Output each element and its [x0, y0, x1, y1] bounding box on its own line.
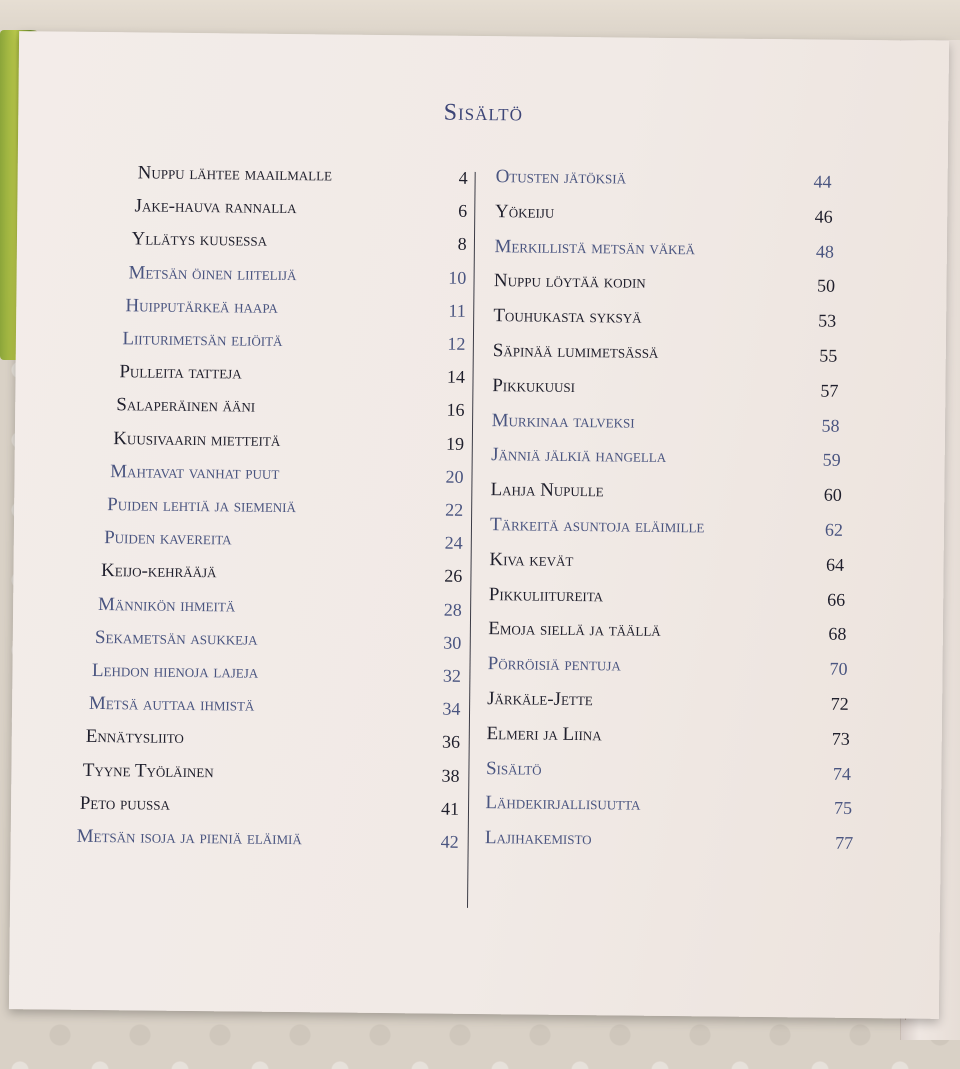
toc-entry-title: Tärkeitä asuntoja eläimille — [489, 514, 705, 538]
toc-entry-page-number: 55 — [819, 345, 838, 366]
toc-entry-title: Emoja siellä ja täällä — [488, 618, 661, 642]
toc-entry-title: Puiden lehtiä ja siemeniä — [107, 494, 297, 518]
toc-entry-page-number: 8 — [457, 234, 467, 255]
toc-entry-title: Männikön ihmeitä — [97, 593, 236, 617]
toc-entry-page-number: 59 — [822, 449, 841, 471]
toc-entry-title: Lahja Nupulle — [490, 479, 604, 502]
toc-entry-page-number: 60 — [823, 484, 842, 505]
toc-entry-page-number: 64 — [826, 554, 845, 575]
toc-entry-title: Ennätysliito — [85, 726, 184, 749]
toc-entry-page-number: 41 — [441, 798, 460, 819]
toc-entry-page-number: 75 — [833, 798, 853, 819]
toc-entry-title: Sekametsän asukkeja — [94, 626, 258, 650]
toc-entry-title: Pikkukuusi — [492, 374, 576, 397]
toc-entry-title: Elmeri ja Liina — [486, 722, 602, 746]
toc-entry-title: Metsän öinen liitelijä — [128, 261, 297, 285]
toc-entry-page-number: 42 — [440, 831, 459, 852]
toc-entry-title: Lehdon hienoja lajeja — [91, 659, 259, 683]
toc-entry-page-number: 50 — [816, 275, 836, 297]
toc-entry-page-number: 19 — [445, 433, 465, 454]
toc-entry-title: Nuppu löytää kodin — [493, 270, 646, 294]
toc-entry-title: Metsä auttaa ihmistä — [88, 693, 255, 716]
toc-entry-title: Metsän isoja ja pieniä eläimiä — [76, 825, 302, 850]
toc-entry-title: Jänniä jälkiä hangella — [491, 444, 667, 468]
toc-entry-title: Yllätys kuusessa — [131, 228, 268, 252]
toc-entry-page-number: 10 — [448, 267, 467, 288]
toc-entry-title: Nuppu lähtee maailmalle — [137, 162, 333, 186]
toc-entry-page-number: 38 — [441, 765, 460, 786]
toc-entry-title: Kiva kevät — [489, 548, 574, 571]
toc-entry-title: Pörröisiä pentuja — [487, 653, 621, 676]
toc-entry-title: Huipputärkeä haapa — [125, 295, 278, 318]
toc-entry-title: Tyyne Työläinen — [82, 759, 214, 782]
toc-entry-title: Mahtavat vanhat puut — [110, 460, 280, 484]
toc-entry-page-number: 66 — [827, 589, 846, 610]
toc-entry-page-number: 46 — [814, 206, 833, 227]
toc-entry-title: Touhukasta syksyä — [493, 305, 642, 328]
toc-entry-page-number: 70 — [829, 658, 848, 680]
toc-entry-page-number: 48 — [815, 241, 834, 262]
toc-entry-title: Murkinaa talveksi — [491, 409, 635, 433]
toc-entry-page-number: 4 — [458, 167, 468, 188]
toc-entry-page-number: 16 — [446, 400, 465, 421]
toc-entry-page-number: 22 — [445, 499, 464, 520]
toc-entry-title: Kuusivaarin mietteitä — [113, 427, 281, 451]
toc-entry-title: Säpinää lumimetsässä — [492, 340, 659, 363]
toc-entry-page-number: 44 — [813, 171, 832, 192]
toc-entry-page-number: 14 — [446, 366, 466, 388]
toc-entry-page-number: 57 — [820, 380, 839, 401]
toc-entry-title: Järkäle-Jette — [487, 688, 593, 711]
toc-entry-page-number: 20 — [445, 466, 464, 487]
toc-entry-page-number: 12 — [447, 333, 466, 354]
toc-entry-page-number: 58 — [821, 415, 840, 436]
toc-entry-page-number: 74 — [832, 763, 852, 784]
toc-entry-title: Lähdekirjallisuutta — [485, 792, 641, 816]
toc-entry-title: Keijo-kehrääjä — [100, 560, 217, 583]
column-divider — [467, 172, 476, 908]
toc-entry-title: Salaperäinen ääni — [116, 394, 256, 418]
page-title: Sisältö — [443, 99, 524, 127]
toc-entry-title: Sisältö — [485, 757, 542, 780]
toc-entry-page-number: 36 — [441, 732, 461, 753]
toc-entry-title: Pikkuliitureita — [488, 583, 604, 606]
toc-entry-page-number: 72 — [830, 693, 849, 714]
toc-entry-title: Liiturimetsän eliöitä — [122, 328, 283, 351]
toc-entry-title: Lajihakemisto — [484, 827, 592, 850]
toc-entry-page-number: 62 — [824, 519, 844, 540]
toc-entry-title: Pulleita tatteja — [119, 361, 242, 384]
toc-entry-title: Puiden kavereita — [104, 527, 232, 550]
toc-entry-page-number: 24 — [444, 532, 463, 554]
toc-entry-title: Yökeiju — [494, 200, 555, 223]
toc-entry-page-number: 26 — [444, 566, 463, 587]
toc-entry-page-number: 73 — [831, 728, 850, 749]
toc-entry-title: Merkillistä metsän väkeä — [494, 235, 696, 259]
book-page — [9, 31, 949, 1019]
toc-entry-page-number: 68 — [828, 624, 847, 645]
toc-entry-page-number: 53 — [818, 310, 837, 331]
toc-entry-page-number: 30 — [443, 632, 462, 653]
toc-entry-page-number: 6 — [458, 200, 468, 222]
toc-entry-page-number: 28 — [443, 599, 462, 620]
toc-entry-page-number: 34 — [442, 698, 461, 720]
toc-entry-title: Peto puussa — [79, 792, 171, 815]
toc-entry-page-number: 77 — [835, 832, 854, 854]
toc-entry-title: Jake-hauva rannalla — [134, 195, 297, 219]
toc-entry-page-number: 32 — [442, 665, 462, 686]
toc-entry-page-number: 11 — [448, 300, 466, 321]
toc-entry-title: Otusten jätöksiä — [495, 166, 627, 189]
